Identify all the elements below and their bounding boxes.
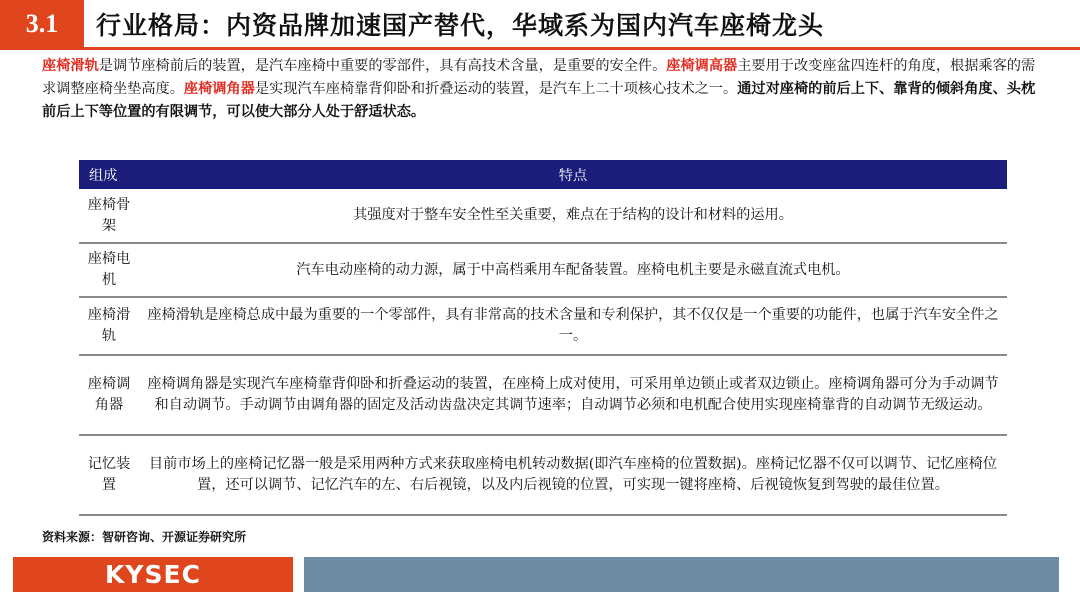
row-feature: 目前市场上的座椅记忆器一般是采用两种方式来获取座椅电机转动数据(即汽车座椅的位置数据)。座椅记忆器不仅可以调节、记忆座椅位置，还可以调节、记忆汽车的左、右后视镜，以及内后视镜的位置，可实现一键将座椅、后视镜恢复到驾驶的最佳位置。 (139, 435, 1007, 515)
row-feature: 座椅调角器是实现汽车座椅靠背仰卧和折叠运动的装置，在座椅上成对使用，可采用单边锁止或者双边锁止。座椅调角器可分为手动调节和自动调节。手动调节由调角器的固定及活动齿盘决定其调节速率；自动调节必须和电机配合使用实现座椅靠背的自动调节无级运动。 (139, 355, 1007, 435)
term-height-adjuster: 座椅调高器 (666, 58, 738, 74)
intro-text-bold: 通过对座椅的前后上下、靠背的倾斜角度、头枕前后上下等位置的有限调节，可以使大部分人处于舒适状态。 (42, 81, 1036, 120)
row-component: 记忆装置 (79, 435, 139, 515)
table-row (79, 189, 1007, 243)
components-table (79, 160, 1007, 516)
source-note: 资料来源：智研咨询、开源证券研究所 (42, 530, 247, 544)
intro-text-2: 主要用于改变座盆四连杆的角度，根据乘客的需求调整座椅坐垫高度。 (42, 58, 1036, 97)
term-slide-rail: 座椅滑轨 (42, 58, 99, 74)
intro-text-3: 是实现汽车座椅靠背仰卧和折叠运动的装置，是汽车上二十项核心技术之一。 (254, 81, 738, 97)
footer-bar (304, 557, 1059, 592)
table-row (79, 355, 1007, 435)
row-component: 座椅骨架 (79, 189, 139, 243)
table-header-row (79, 160, 1007, 189)
column-header-component: 组成 (79, 160, 139, 189)
row-feature: 座椅滑轨是座椅总成中最为重要的一个零部件，具有非常高的技术含量和专利保护，其不仅仅是一个重要的功能件，也属于汽车安全件之一。 (139, 297, 1007, 355)
header-divider (0, 47, 1080, 50)
section-number: 3.1 (0, 0, 84, 47)
table-row (79, 297, 1007, 355)
column-header-feature: 特点 (139, 160, 1007, 189)
page-title: 行业格局：内资品牌加速国产替代，华域系为国内汽车座椅龙头 (96, 10, 825, 40)
row-feature: 汽车电动座椅的动力源，属于中高档乘用车配备装置。座椅电机主要是永磁直流式电机。 (139, 243, 1007, 297)
table-row (79, 243, 1007, 297)
kysec-logo: KYSEC (13, 557, 293, 592)
table-row (79, 435, 1007, 515)
row-component: 座椅调角器 (79, 355, 139, 435)
intro-paragraph (42, 55, 1042, 124)
term-recliner: 座椅调角器 (183, 81, 255, 97)
row-feature: 其强度对于整车安全性至关重要，难点在于结构的设计和材料的运用。 (139, 189, 1007, 243)
row-component: 座椅电机 (79, 243, 139, 297)
intro-text-1: 是调节座椅前后的装置，是汽车座椅中重要的零部件，具有高技术含量，是重要的安全件。 (98, 58, 667, 74)
row-component: 座椅滑轨 (79, 297, 139, 355)
